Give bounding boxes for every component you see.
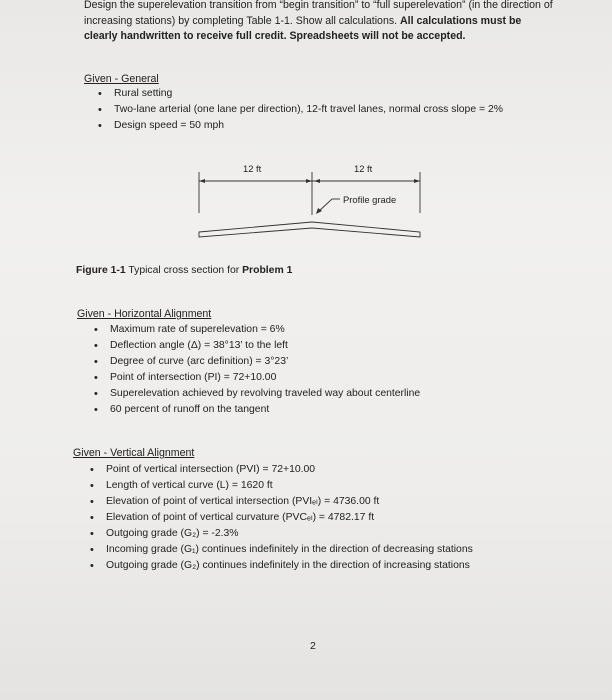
right-width-label: 12 ft	[354, 163, 373, 174]
list-item: • Elevation of point of vertical curvature (PVCₑₗ) = 4782.17 ft	[90, 510, 473, 526]
list-item: • Rural setting	[98, 86, 503, 102]
given-vertical-heading: Given - Vertical Alignment	[73, 447, 195, 459]
given-horizontal-list	[94, 322, 420, 418]
left-width-label: 12 ft	[243, 163, 262, 174]
list-item: • Maximum rate of superelevation = 6%	[94, 322, 420, 338]
list-item: • 60 percent of runoff on the tangent	[94, 402, 420, 418]
figure-caption	[76, 265, 292, 276]
list-item: • Point of vertical intersection (PVI) = 72+10.00	[90, 462, 473, 478]
page-number: 2	[310, 640, 316, 652]
intro-bold-spreadsheets: Spreadsheets will not be accepted.	[286, 30, 466, 42]
given-vertical-list	[90, 462, 473, 574]
list-item: • Superelevation achieved by revolving traveled way about centerline	[94, 386, 420, 402]
given-horizontal-heading: Given - Horizontal Alignment	[77, 308, 212, 320]
pavement-section	[199, 222, 420, 237]
caption-label: Figure 1-1	[76, 265, 126, 276]
given-general-heading: Given - General	[84, 73, 159, 85]
list-item: • Point of intersection (PI) = 72+10.00	[94, 370, 420, 386]
list-item: • Incoming grade (G₁) continues indefinitely in the direction of decreasing stations	[90, 542, 473, 558]
left-center-arrowhead	[306, 179, 312, 183]
list-item: • Deflection angle (Δ) = 38°13’ to the left	[94, 338, 420, 354]
list-item: • Length of vertical curve (L) = 1620 ft	[90, 478, 473, 494]
list-item: • Elevation of point of vertical intersection (PVIₑₗ) = 4736.00 ft	[90, 494, 473, 510]
right-arrowhead	[414, 179, 420, 183]
caption-text: Typical cross section for	[125, 265, 243, 276]
profile-grade-label: Profile grade	[343, 194, 397, 205]
list-item: • Degree of curve (arc definition) = 3°23’	[94, 354, 420, 370]
list-item: • Outgoing grade (G₂) continues indefinitely in the direction of increasing stations	[90, 558, 473, 574]
left-arrowhead	[199, 179, 205, 183]
caption-bold: Problem 1	[242, 265, 293, 276]
intro-bold-requirement: All calculations must be clearly handwritten to receive full credit.	[84, 14, 522, 42]
right-center-arrowhead	[314, 179, 320, 183]
list-item: • Outgoing grade (G₂) = -2.3%	[90, 526, 473, 542]
intro-text: Design the superelevation transition from “begin transition” to “full superelevation” (in the direction of increasing stations) by completing Table 1-1. Show all calculations.	[84, 0, 553, 27]
list-item: • Design speed = 50 mph	[98, 118, 503, 134]
list-item: • Two-lane arterial (one lane per direction), 12-ft travel lanes, normal cross slope = 2%	[98, 102, 503, 118]
